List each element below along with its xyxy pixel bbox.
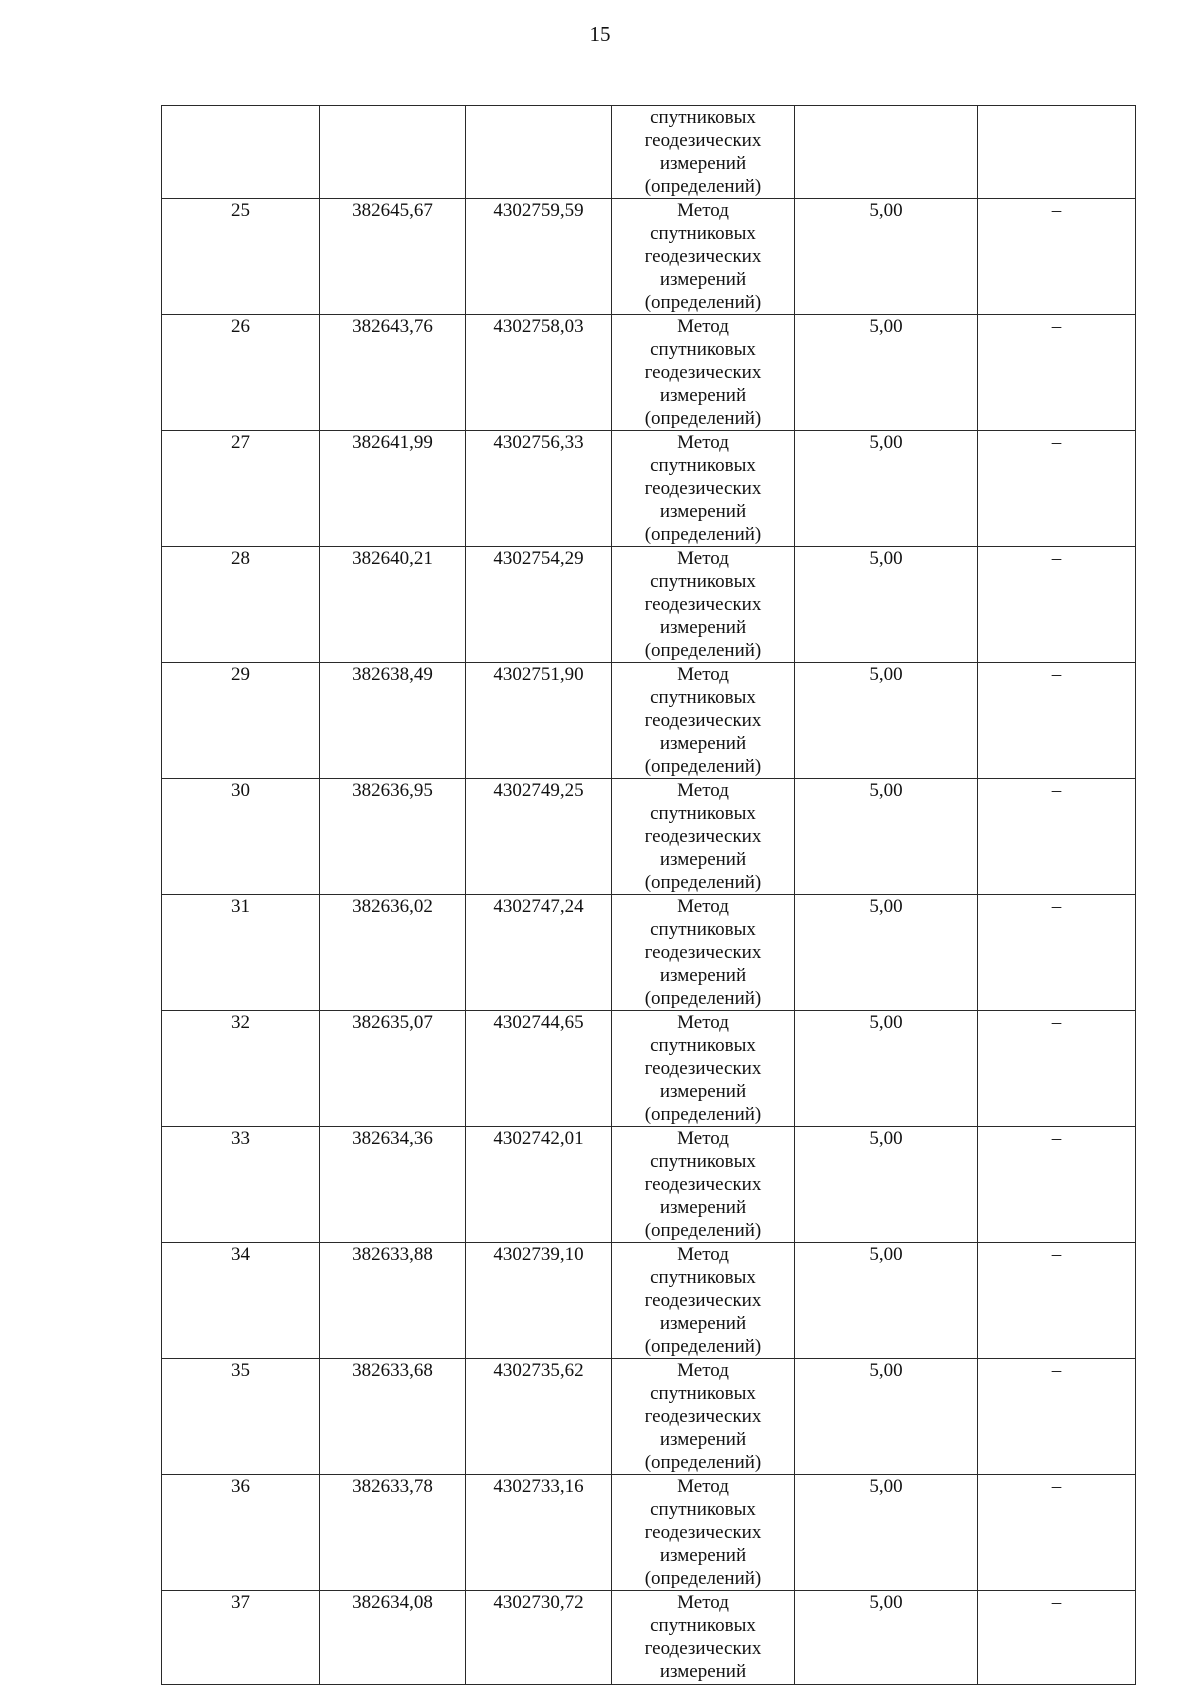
cell-method: [612, 547, 795, 663]
method-line: спутниковых: [650, 1499, 756, 1520]
cell-y: 4302758,03: [466, 315, 612, 431]
cell-accuracy: 5,00: [795, 779, 978, 895]
method-line: спутниковых: [650, 687, 756, 708]
table-row: [162, 1127, 1136, 1243]
cell-y: 4302744,65: [466, 1011, 612, 1127]
method-line: измерений: [659, 617, 747, 638]
table-row: [162, 1359, 1136, 1475]
cell-note: –: [978, 1011, 1136, 1127]
cell-accuracy: 5,00: [795, 1243, 978, 1359]
cell-accuracy: 5,00: [795, 315, 978, 431]
cell-y: 4302749,25: [466, 779, 612, 895]
cell-x: 382641,99: [320, 431, 466, 547]
cell-note: –: [978, 779, 1136, 895]
method-line: геодезических: [644, 594, 762, 615]
method-line: геодезических: [644, 1174, 762, 1195]
cell-y: 4302751,90: [466, 663, 612, 779]
cell-accuracy: 5,00: [795, 663, 978, 779]
method-line: измерений: [659, 269, 747, 290]
method-line: спутниковых: [650, 1383, 756, 1404]
cell-note: –: [978, 1475, 1136, 1591]
cell-method: [612, 1475, 795, 1591]
cell-y: 4302742,01: [466, 1127, 612, 1243]
method-line: спутниковых: [650, 1151, 756, 1172]
method-line: (определений): [644, 1452, 762, 1473]
method-line: (определений): [644, 1220, 762, 1241]
method-line: спутниковых: [650, 919, 756, 940]
cell-point-number: 34: [162, 1243, 320, 1359]
cell-method: [612, 1359, 795, 1475]
cell-accuracy: 5,00: [795, 1359, 978, 1475]
cell-x: 382636,02: [320, 895, 466, 1011]
cell-y: 4302735,62: [466, 1359, 612, 1475]
table-row: [162, 663, 1136, 779]
method-line: Метод: [677, 200, 729, 221]
method-line: спутниковых: [650, 1035, 756, 1056]
method-line: Метод: [677, 1244, 729, 1265]
cell-accuracy: [795, 106, 978, 199]
cell-method: [612, 199, 795, 315]
method-line: Метод: [677, 316, 729, 337]
method-line: геодезических: [644, 1290, 762, 1311]
method-line: (определений): [644, 872, 762, 893]
cell-point-number: 27: [162, 431, 320, 547]
table-row-continuation: [162, 106, 1136, 199]
method-line: геодезических: [644, 1522, 762, 1543]
method-line: геодезических: [644, 1406, 762, 1427]
method-line: геодезических: [644, 1638, 762, 1659]
cell-point-number: 36: [162, 1475, 320, 1591]
cell-x: 382638,49: [320, 663, 466, 779]
cell-x: 382634,08: [320, 1591, 466, 1685]
cell-point-number: 26: [162, 315, 320, 431]
method-line: (определений): [644, 292, 762, 313]
cell-y: 4302747,24: [466, 895, 612, 1011]
cell-y: 4302756,33: [466, 431, 612, 547]
cell-point-number: 33: [162, 1127, 320, 1243]
method-line: измерений: [659, 385, 747, 406]
cell-x: [320, 106, 466, 199]
method-line: геодезических: [644, 246, 762, 267]
method-line: Метод: [677, 1128, 729, 1149]
table-row: [162, 1243, 1136, 1359]
cell-method: [612, 1011, 795, 1127]
method-line: (определений): [644, 176, 762, 197]
method-line: (определений): [644, 640, 762, 661]
method-line: измерений: [659, 1545, 747, 1566]
cell-x: 382635,07: [320, 1011, 466, 1127]
method-line: спутниковых: [650, 339, 756, 360]
method-line: Метод: [677, 432, 729, 453]
method-line: Метод: [677, 548, 729, 569]
cell-note: –: [978, 547, 1136, 663]
cell-accuracy: 5,00: [795, 199, 978, 315]
table-row: [162, 547, 1136, 663]
method-line: Метод: [677, 1012, 729, 1033]
method-line: измерений: [659, 501, 747, 522]
cell-note: –: [978, 663, 1136, 779]
cell-note: –: [978, 895, 1136, 1011]
cell-x: 382645,67: [320, 199, 466, 315]
cell-y: 4302733,16: [466, 1475, 612, 1591]
cell-note: –: [978, 199, 1136, 315]
table-row: [162, 779, 1136, 895]
cell-note: –: [978, 1127, 1136, 1243]
method-line: измерений: [659, 1661, 747, 1682]
cell-accuracy: 5,00: [795, 1127, 978, 1243]
method-line: спутниковых: [650, 571, 756, 592]
table-row: [162, 431, 1136, 547]
table-row: [162, 199, 1136, 315]
cell-x: 382640,21: [320, 547, 466, 663]
table-row: [162, 1475, 1136, 1591]
cell-y: 4302730,72: [466, 1591, 612, 1685]
cell-method: [612, 1127, 795, 1243]
method-line: геодезических: [644, 130, 762, 151]
cell-x: 382634,36: [320, 1127, 466, 1243]
cell-x: 382633,88: [320, 1243, 466, 1359]
cell-point-number: 25: [162, 199, 320, 315]
cell-point-number: 32: [162, 1011, 320, 1127]
cell-method: [612, 895, 795, 1011]
cell-point-number: 29: [162, 663, 320, 779]
cell-point-number: 28: [162, 547, 320, 663]
cell-method: [612, 1591, 795, 1685]
method-line: спутниковых: [650, 223, 756, 244]
method-line: измерений: [659, 153, 747, 174]
method-line: (определений): [644, 1336, 762, 1357]
method-line: (определений): [644, 1568, 762, 1589]
cell-accuracy: 5,00: [795, 1475, 978, 1591]
method-line: измерений: [659, 965, 747, 986]
method-line: спутниковых: [650, 1267, 756, 1288]
cell-x: 382633,68: [320, 1359, 466, 1475]
method-line: измерений: [659, 1197, 747, 1218]
method-line: Метод: [677, 1360, 729, 1381]
cell-accuracy: 5,00: [795, 1011, 978, 1127]
cell-note: –: [978, 1243, 1136, 1359]
method-line: Метод: [677, 1476, 729, 1497]
cell-method: [612, 431, 795, 547]
cell-point-number: 31: [162, 895, 320, 1011]
method-line: спутниковых: [650, 107, 756, 128]
coordinates-table: [161, 105, 1136, 1685]
method-line: Метод: [677, 896, 729, 917]
cell-x: 382633,78: [320, 1475, 466, 1591]
method-line: геодезических: [644, 478, 762, 499]
cell-method: [612, 315, 795, 431]
method-line: (определений): [644, 756, 762, 777]
method-line: измерений: [659, 849, 747, 870]
method-line: спутниковых: [650, 455, 756, 476]
cell-point-number: 35: [162, 1359, 320, 1475]
cell-accuracy: 5,00: [795, 1591, 978, 1685]
cell-accuracy: 5,00: [795, 431, 978, 547]
method-line: геодезических: [644, 362, 762, 383]
method-line: Метод: [677, 1592, 729, 1613]
method-line: геодезических: [644, 826, 762, 847]
method-line: (определений): [644, 408, 762, 429]
cell-y: 4302759,59: [466, 199, 612, 315]
cell-point-number: [162, 106, 320, 199]
cell-method: [612, 106, 795, 199]
method-line: (определений): [644, 524, 762, 545]
method-line: геодезических: [644, 942, 762, 963]
cell-note: –: [978, 431, 1136, 547]
cell-x: 382636,95: [320, 779, 466, 895]
method-line: измерений: [659, 1081, 747, 1102]
cell-note: –: [978, 1591, 1136, 1685]
table-row: [162, 895, 1136, 1011]
method-line: (определений): [644, 988, 762, 1009]
cell-y: 4302754,29: [466, 547, 612, 663]
cell-note: –: [978, 315, 1136, 431]
method-line: геодезических: [644, 710, 762, 731]
method-line: измерений: [659, 733, 747, 754]
cell-method: [612, 779, 795, 895]
cell-note: [978, 106, 1136, 199]
method-line: (определений): [644, 1104, 762, 1125]
page-number: 15: [589, 22, 611, 46]
cell-point-number: 37: [162, 1591, 320, 1685]
method-line: геодезических: [644, 1058, 762, 1079]
method-line: Метод: [677, 664, 729, 685]
table-row: [162, 315, 1136, 431]
method-line: измерений: [659, 1313, 747, 1334]
method-line: спутниковых: [650, 1615, 756, 1636]
cell-method: [612, 1243, 795, 1359]
cell-method: [612, 663, 795, 779]
cell-y: [466, 106, 612, 199]
method-line: Метод: [677, 780, 729, 801]
cell-x: 382643,76: [320, 315, 466, 431]
cell-y: 4302739,10: [466, 1243, 612, 1359]
cell-accuracy: 5,00: [795, 895, 978, 1011]
cell-note: –: [978, 1359, 1136, 1475]
table-row: [162, 1011, 1136, 1127]
cell-point-number: 30: [162, 779, 320, 895]
method-line: спутниковых: [650, 803, 756, 824]
table-row: [162, 1591, 1136, 1685]
cell-accuracy: 5,00: [795, 547, 978, 663]
method-line: измерений: [659, 1429, 747, 1450]
